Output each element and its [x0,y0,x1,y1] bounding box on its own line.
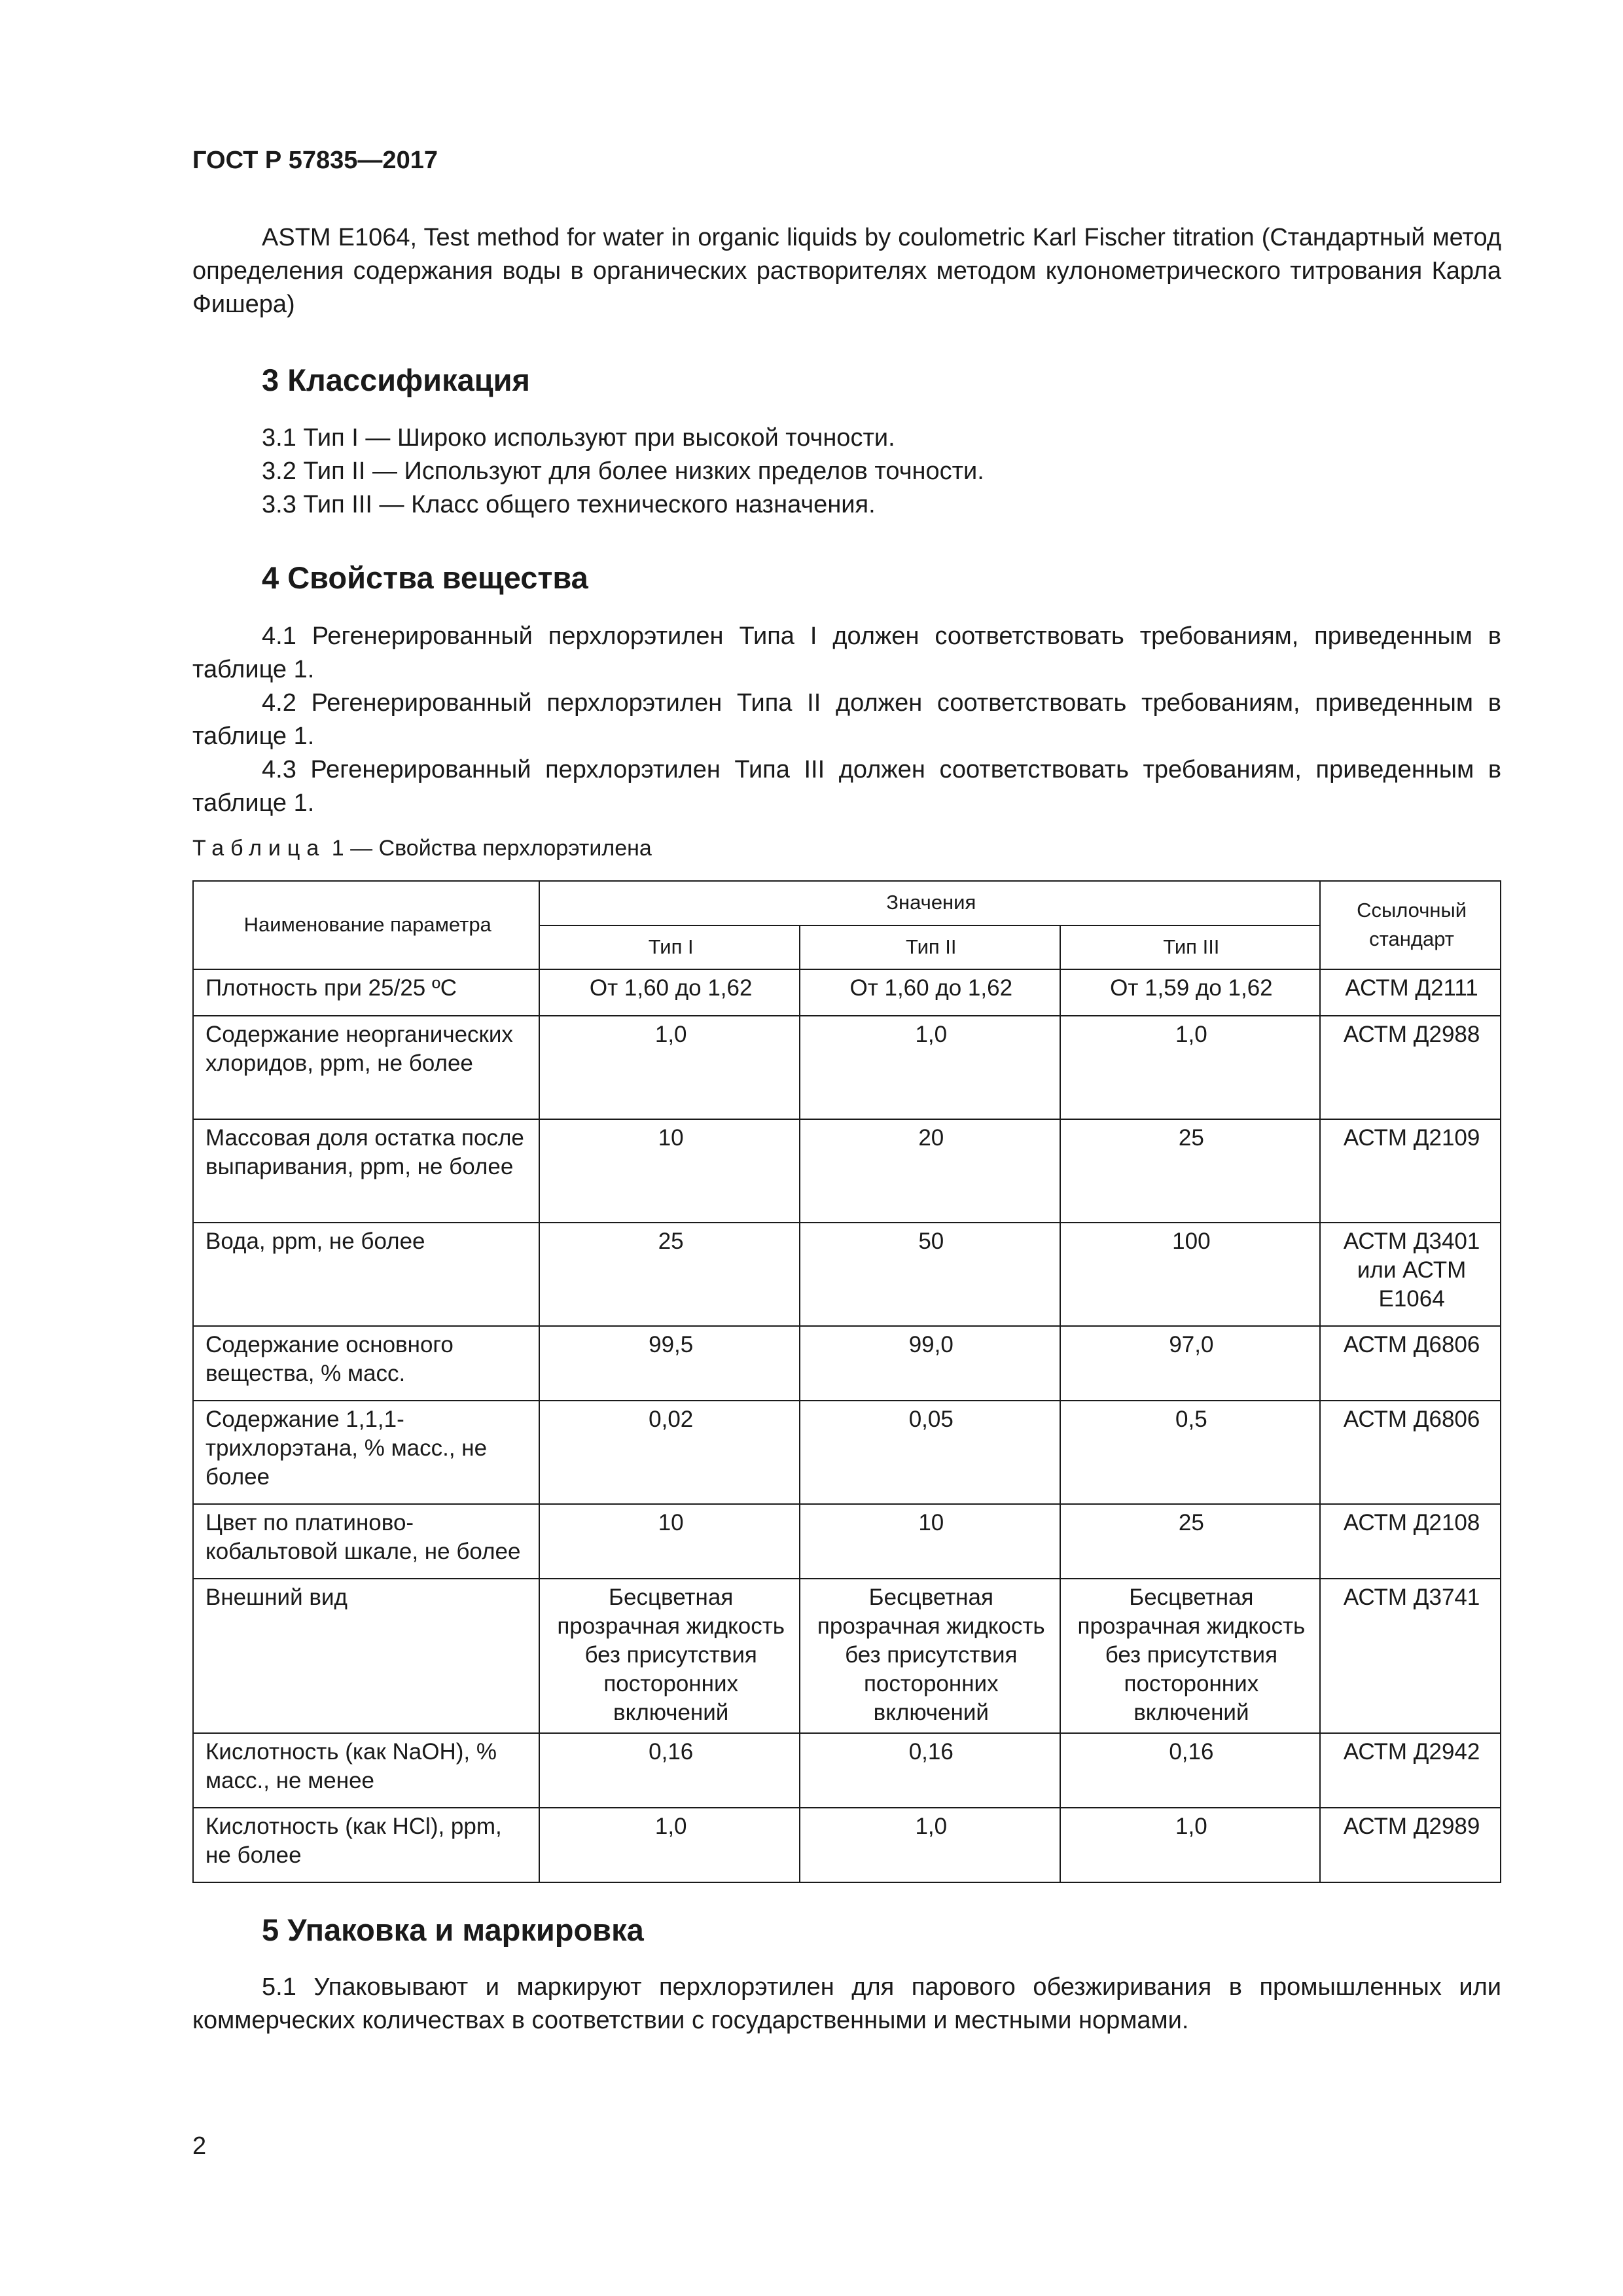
cell-type-1: 99,5 [539,1326,800,1401]
cell-type-2: 1,0 [800,1016,1060,1119]
section-3-title: 3 Классификация [262,363,530,397]
table-row [193,1401,1501,1504]
cell-param: Кислотность (как HCl), ppm, не более [193,1808,539,1882]
cell-param: Содержание 1,1,1-трихлорэтана, % масс., не более [193,1401,539,1504]
section-4-title: 4 Свойства вещества [262,560,588,595]
table-row [193,1326,1501,1401]
clause-4-1: 4.1 Регенерированный перхлорэтилен Типа I должен соответствовать требованиям, приведенным в таблице 1. [192,622,1501,683]
cell-type-3: 0,16 [1060,1733,1321,1808]
cell-reference: АСТМ Д2989 [1320,1808,1501,1882]
cell-type-1: 10 [539,1504,800,1579]
cell-param: Вода, ppm, не более [193,1223,539,1326]
cell-reference: АСТМ Д3741 [1320,1579,1501,1733]
header-type-2: Тип II [800,925,1060,969]
reference-paragraph: ASTM E1064, Test method for water in organic liquids by coulometric Karl Fischer titration (Стандартный метод определения содержания воды в органических растворителях методом кулонометрического титрования Карла Фишера) [192,224,1501,318]
cell-reference: АСТМ Д2108 [1320,1504,1501,1579]
cell-param: Содержание основного вещества, % масс. [193,1326,539,1401]
clause-3-2: 3.2 Тип II — Используют для более низких пределов точности. [262,457,984,485]
cell-reference: АСТМ Д3401 или АСТМ E1064 [1320,1223,1501,1326]
table-row [193,1223,1501,1326]
header-type-1: Тип I [539,925,800,969]
cell-type-3: 100 [1060,1223,1321,1326]
cell-type-1: 0,02 [539,1401,800,1504]
cell-type-1: 1,0 [539,1016,800,1119]
cell-type-1: Бесцветная прозрачная жидкость без присутствия посторонних включений [539,1579,800,1733]
cell-type-1: 25 [539,1223,800,1326]
cell-reference: АСТМ Д2109 [1320,1119,1501,1223]
cell-type-1: 1,0 [539,1808,800,1882]
table-row [193,1016,1501,1119]
cell-type-3: От 1,59 до 1,62 [1060,969,1321,1016]
cell-type-3: 97,0 [1060,1326,1321,1401]
clause-3-3: 3.3 Тип III — Класс общего технического назначения. [262,491,876,518]
cell-type-2: 1,0 [800,1808,1060,1882]
table-caption-text: 1 — Свойства перхлорэтилена [331,836,652,861]
table-caption [192,836,652,861]
cell-type-1: 0,16 [539,1733,800,1808]
cell-reference: АСТМ Д6806 [1320,1326,1501,1401]
cell-type-3: 0,5 [1060,1401,1321,1504]
cell-type-2: 0,05 [800,1401,1060,1504]
cell-type-2: 0,16 [800,1733,1060,1808]
header-values: Значения [539,881,1320,925]
table-row [193,1119,1501,1223]
table-row [193,1733,1501,1808]
cell-param: Содержание неорганических хлоридов, ppm, не более [193,1016,539,1119]
document-id: ГОСТ Р 57835—2017 [192,147,438,174]
cell-reference: АСТМ Д2942 [1320,1733,1501,1808]
table-row [193,1808,1501,1882]
header-type-3: Тип III [1060,925,1321,969]
cell-type-1: От 1,60 до 1,62 [539,969,800,1016]
header-reference: Ссылочный стандарт [1320,881,1501,969]
table-row [193,1504,1501,1579]
cell-type-2: Бесцветная прозрачная жидкость без присутствия посторонних включений [800,1579,1060,1733]
cell-type-2: 10 [800,1504,1060,1579]
clause-4-2: 4.2 Регенерированный перхлорэтилен Типа II должен соответствовать требованиям, приведенным в таблице 1. [192,689,1501,750]
page-number: 2 [192,2132,207,2160]
clause-3-1: 3.1 Тип I — Широко используют при высокой точности. [262,424,895,452]
cell-type-3: 25 [1060,1119,1321,1223]
cell-type-2: 99,0 [800,1326,1060,1401]
cell-param: Кислотность (как NaOH), % масс., не менее [193,1733,539,1808]
header-param: Наименование параметра [193,881,539,969]
cell-type-3: 1,0 [1060,1016,1321,1119]
cell-type-3: 1,0 [1060,1808,1321,1882]
table-row [193,969,1501,1016]
properties-table [192,880,1501,1883]
clause-5-1: 5.1 Упаковывают и маркируют перхлорэтилен для парового обезжиривания в промышленных или коммерческих количествах в соответствии с государственными и местными нормами. [192,1973,1501,2034]
cell-type-3: Бесцветная прозрачная жидкость без присутствия посторонних включений [1060,1579,1321,1733]
section-5-title: 5 Упаковка и маркировка [262,1912,644,1947]
cell-type-2: 50 [800,1223,1060,1326]
cell-type-2: 20 [800,1119,1060,1223]
cell-reference: АСТМ Д2111 [1320,969,1501,1016]
cell-param: Массовая доля остатка после выпаривания, ppm, не более [193,1119,539,1223]
cell-param: Цвет по платиново-кобальтовой шкале, не более [193,1504,539,1579]
cell-reference: АСТМ Д2988 [1320,1016,1501,1119]
cell-type-1: 10 [539,1119,800,1223]
cell-reference: АСТМ Д6806 [1320,1401,1501,1504]
table-row [193,1579,1501,1733]
cell-param: Внешний вид [193,1579,539,1733]
cell-param: Плотность при 25/25 ºС [193,969,539,1016]
cell-type-2: От 1,60 до 1,62 [800,969,1060,1016]
table-caption-label: Таблица [192,836,326,861]
clause-4-3: 4.3 Регенерированный перхлорэтилен Типа III должен соответствовать требованиям, приведенным в таблице 1. [192,756,1501,817]
cell-type-3: 25 [1060,1504,1321,1579]
